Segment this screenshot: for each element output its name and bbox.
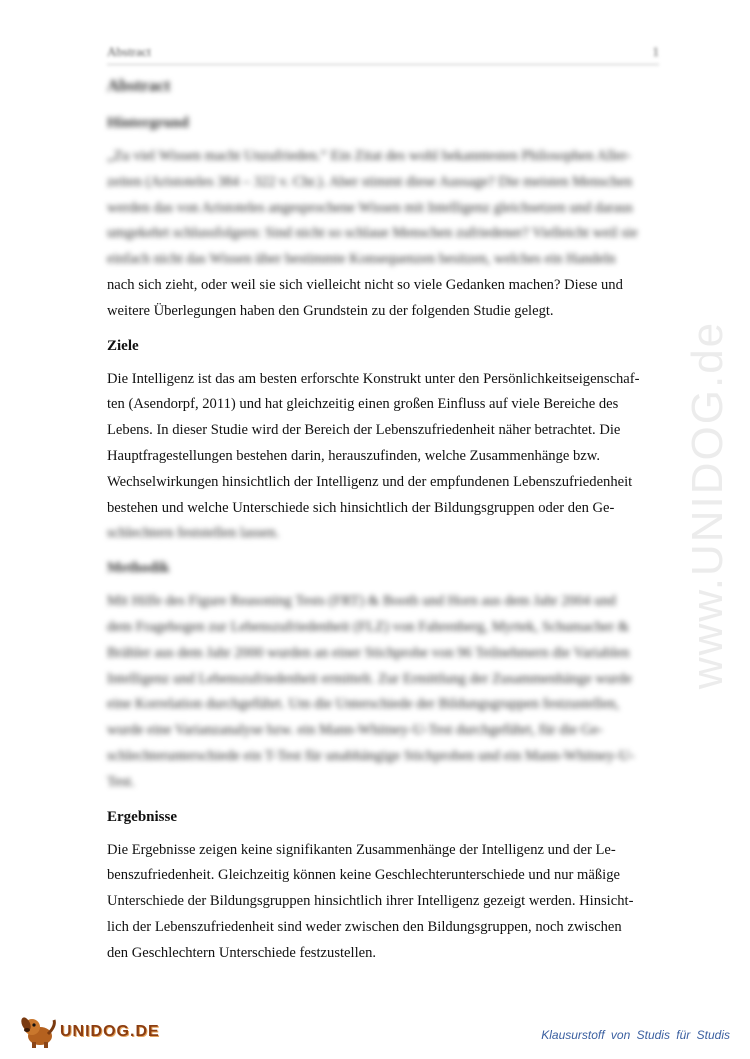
footer-tagline: Klausurstoff von Studis für Studis [541,1028,730,1042]
section-text-methodik [107,589,659,795]
section-text-hintergrund [107,144,659,325]
text-line: wurde eine Varianzanalyse bzw. ein Mann-Whitney-U-Test durchgeführt, für die Ge- [107,722,603,739]
text-line: umgekehrt schlussfolgern: Sind nicht so schlaue Menschen zufriedener? Vielleicht weil sie [107,225,638,242]
watermark-text: www.UNIDOG.de [683,320,733,690]
text-line: Unterschiede der Bildungsgruppen hinsichtlich ihrer Intelligenz gezeigt werden. Hinsicht- [107,893,634,910]
section-text-ziele [107,367,659,548]
text-line: Die Intelligenz ist das am besten erforschte Konstrukt unter den Persönlichkeitseigenschaf- [107,370,640,387]
page-header [107,44,659,65]
text-line: ten (Asendorpf, 2011) und hat gleichzeitig einen großen Einfluss auf viele Bereiche des [107,396,619,413]
document-title: Abstract [107,76,171,95]
text-line: Hauptfragestellungen bestehen darin, herauszufinden, welche Zusammenhänge bzw. [107,447,601,464]
section-heading-hintergrund: Hintergrund [107,115,189,131]
logo-wordmark: UNIDOG.DE [60,1023,160,1040]
unidog-logo[interactable] [18,1014,160,1050]
text-line: eine Korrelation durchgeführt. Um die Unterschiede der Bildungsgruppen festzustellen, [107,696,620,713]
section-heading-ergebnisse: Ergebnisse [107,808,178,825]
text-line: Intelligenz und Lebenszufriedenheit ermittelt. Zur Ermittlung der Zusammenhänge wurde [107,670,632,687]
text-line: einfach nicht das Wissen über bestimmte Konsequenzen besitzen, welches ein Handeln [107,251,616,268]
header-section-title: Abstract [107,44,152,59]
section-heading-ziele: Ziele [107,337,139,354]
text-line: dem Fragebogen zur Lebenszufriedenheit (FLZ) von Fahrenberg, Myrtek, Schumacher & [107,618,630,635]
text-line: Brähler aus dem Jahr 2000 wurden an einer Stichprobe von 96 Teilnehmern die Variablen [107,644,630,661]
dog-mascot-icon [18,1014,58,1050]
text-line: Wechselwirkungen hinsichtlich der Intelligenz und der empfundenen Lebenszufriedenheit [107,473,633,490]
text-line: Test. [107,773,135,790]
text-line: Lebens. In dieser Studie wird der Bereich der Lebenszufriedenheit näher betrachtet. Die [107,422,621,439]
section-heading-methodik: Methodik [107,560,170,577]
text-line: den Geschlechtern Unterschiede festzustellen. [107,944,377,961]
document-body [107,72,659,977]
text-line: weitere Überlegungen haben den Grundstein zu der folgenden Studie gelegt. [107,302,554,319]
text-line: schlechtern feststellen lassen. [107,525,280,542]
text-line: nach sich zieht, oder weil sie sich vielleicht nicht so viele Gedanken machen? Diese und [107,276,623,293]
text-line: zeiten (Aristoteles 384 – 322 v. Chr.). Aber stimmt diese Aussage? Die meisten Menschen [107,173,633,190]
header-page-number: 1 [652,44,659,59]
text-line: werden das von Aristoteles angesprochene Wissen mit Intelligenz gleichsetzen und daraus [107,199,633,216]
text-line: Die Ergebnisse zeigen keine signifikanten Zusammenhänge der Intelligenz und der Le- [107,841,616,858]
text-line: Mit Hilfe des Figure Reasoning Tests (FRT) & Booth und Horn aus dem Jahr 2004 und [107,593,616,610]
text-line: schlechterunterschiede ein T-Test für unabhängige Stichproben und ein Mann-Whitney-U- [107,747,635,764]
text-line: „Zu viel Wissen macht Unzufrieden.“ Ein Zitat des wohl bekanntesten Philosophen Aller- [107,148,632,164]
text-line: lich der Lebenszufriedenheit sind weder zwischen den Bildungsgruppen, noch zwischen [107,918,622,935]
watermark [683,270,733,740]
text-line: bestehen und welche Unterschiede sich hinsichtlich der Bildungsgruppen oder den Ge- [107,499,615,516]
text-line: benszufriedenheit. Gleichzeitig können keine Geschlechterunterschiede und nur mäßige [107,867,621,884]
section-text-ergebnisse [107,838,659,967]
